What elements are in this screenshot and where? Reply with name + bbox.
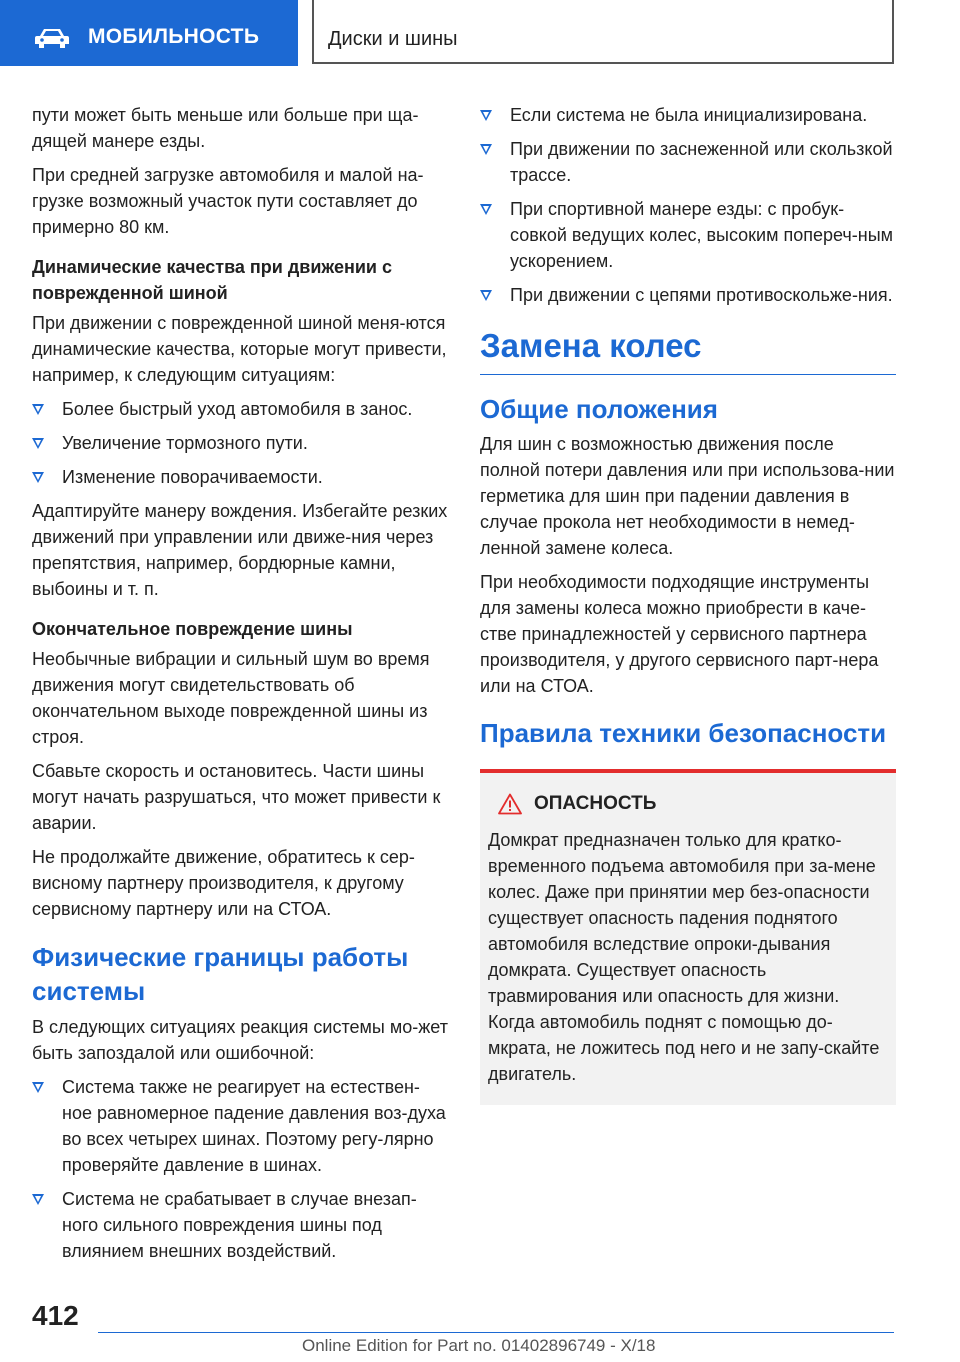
paragraph: пути может быть меньше или больше при ща-дящей манере езды. (32, 105, 419, 151)
danger-text: Домкрат предназначен только для кратко-временного подъема автомобиля при за-мене колес. Даже при принятии мер без-опасности существует опасность падения поднятого автомобиля вследствие опроки-дывания домкрата. Существует опасность травмирования или опасность для жизни. Когда автомобиль поднят с помощью до-мкрата, не ложитесь под него и не запу-скайте двигатель. (488, 830, 880, 1084)
paragraph: Сбавьте скорость и остановитесь. Части шины могут начать разрушаться, что может привести к аварии. (32, 761, 441, 833)
footer-divider (98, 1332, 894, 1333)
bullet-list (480, 102, 896, 308)
paragraph: В следующих ситуациях реакция системы мо-жет быть запоздалой или ошибочной: (32, 1017, 448, 1063)
paragraph: При необходимости подходящие инструменты для замены колеса можно приобрести в каче-стве принадлежностей у сервисного партнера производителя, у другого сервисного парт-нера или на СТОА. (480, 572, 879, 696)
warning-triangle-icon (498, 793, 522, 815)
right-column (480, 102, 896, 1105)
section-title: МОБИЛЬНОСТЬ (88, 25, 260, 48)
heading-general: Общие положения (480, 394, 718, 424)
chapter-box (312, 0, 894, 64)
bullet-triangle-icon (32, 438, 44, 449)
danger-title: ОПАСНОСТЬ (534, 793, 657, 814)
subheading-final-damage: Окончательное повреждение шины (32, 619, 353, 639)
list-item: Изменение поворачиваемости. (32, 464, 448, 490)
bullet-triangle-icon (32, 404, 44, 415)
heading-system-limits: Физические границы работы системы (32, 942, 409, 1006)
bullet-triangle-icon (480, 290, 492, 301)
page-number: 412 (32, 1300, 79, 1331)
list-item: Более быстрый уход автомобиля в занос. (32, 396, 448, 422)
bullet-list (32, 396, 448, 490)
edition-note: Online Edition for Part no. 01402896749 - X/18 (302, 1336, 656, 1355)
bullet-triangle-icon (32, 472, 44, 483)
heading-safety-rules: Правила техники безопасности (480, 718, 887, 748)
list-item: Система также не реагирует на естествен-ное равномерное падение давления воз-духа во всех четырех шинах. Поэтому регу-лярно проверяйте давление в шинах. (32, 1074, 448, 1178)
paragraph: При движении с поврежденной шиной меня-ются динамические качества, которые могут привести, например, к следующим ситуациям: (32, 313, 447, 385)
bullet-triangle-icon (32, 1082, 44, 1093)
bullet-triangle-icon (480, 204, 492, 215)
subheading-dynamics: Динамические качества при движении с поврежденной шиной (32, 257, 392, 303)
paragraph: Адаптируйте манеру вождения. Избегайте резких движений при управлении или движе-ния через препятствия, например, бордюрные камни, выбоины и т. п. (32, 501, 448, 599)
list-item: При движении по заснеженной или скользкой трассе. (480, 136, 896, 188)
list-item: При движении с цепями противоскольже-ния. (480, 282, 896, 308)
list-item: Если система не была инициализирована. (480, 102, 896, 128)
paragraph: Необычные вибрации и сильный шум во время движения могут свидетельствовать об окончательном выходе поврежденной шины из строя. (32, 649, 430, 747)
car-icon (34, 27, 70, 49)
bullet-triangle-icon (480, 110, 492, 121)
bullet-triangle-icon (32, 1194, 44, 1205)
list-item: Увеличение тормозного пути. (32, 430, 448, 456)
bullet-list (32, 1074, 448, 1264)
paragraph: Для шин с возможностью движения после полной потери давления или при использова-нии герметика для шин при падении давления в случае прокола нет необходимости в немед-ленной замене колеса. (480, 434, 895, 558)
list-item: При спортивной манере езды: с пробук-совкой ведущих колес, высоким попереч-ным ускорением. (480, 196, 896, 274)
section-tab (0, 0, 298, 66)
danger-notice (480, 769, 896, 1105)
chapter-title: Диски и шины (328, 28, 458, 50)
list-item: Система не срабатывает в случае внезап-ного сильного повреждения шины под влиянием внешних воздействий. (32, 1186, 448, 1264)
heading-wheel-replacement: Замена колес (480, 326, 896, 375)
left-column (32, 102, 448, 1272)
bullet-triangle-icon (480, 144, 492, 155)
paragraph: При средней загрузке автомобиля и малой на-грузке возможный участок пути составляет до примерно 80 км. (32, 165, 424, 237)
paragraph: Не продолжайте движение, обратитесь к сер-висному партнеру производителя, к другому сервисному партнеру или на СТОА. (32, 847, 415, 919)
